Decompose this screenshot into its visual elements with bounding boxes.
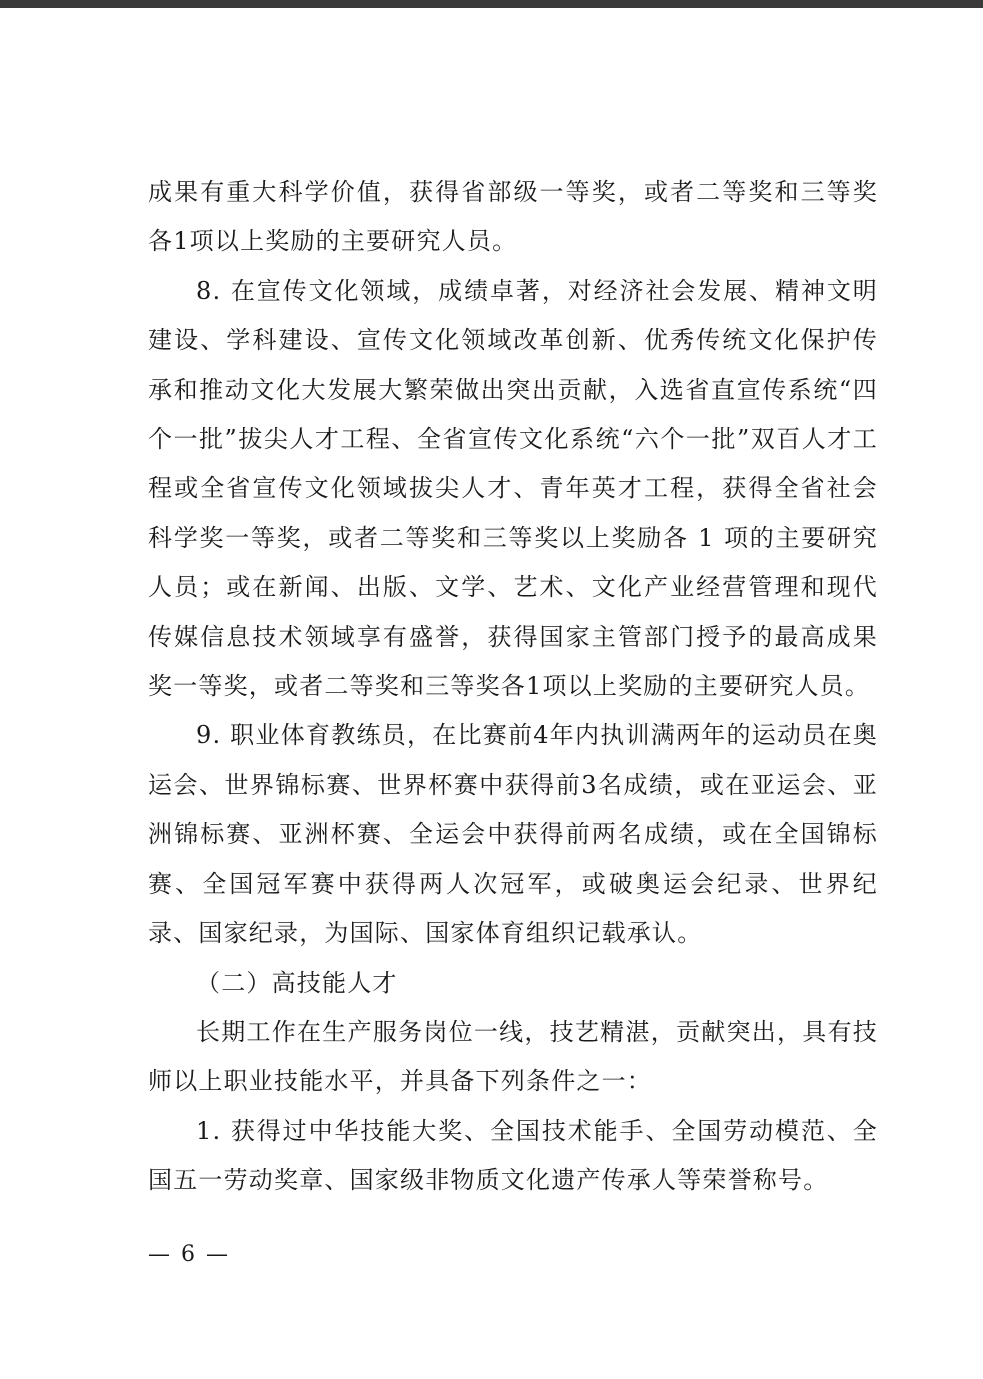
section-heading-high-skill-talent: （二）高技能人才 bbox=[196, 968, 398, 997]
scan-top-edge bbox=[0, 0, 983, 8]
paragraph-item-9: 9. 职业体育教练员，在比赛前4年内执训满两年的运动员在奥运会、世界锦标赛、世界杯赛中获得前3名成绩，或在亚运会、亚洲锦标赛、亚洲杯赛、全运会中获得前两名成绩，或在全国锦标赛、全国冠军赛中获得两人次冠军，或破奥运会纪录、世界纪录、国家纪录，为国际、国家体育组织记载承认。 bbox=[148, 721, 878, 948]
paragraph-continuation: 成果有重大科学价值，获得省部级一等奖，或者二等奖和三等奖各1项以上奖励的主要研究人员。 bbox=[148, 178, 878, 256]
document-body bbox=[148, 168, 878, 1206]
paragraph-item-8: 8. 在宣传文化领域，成绩卓著，对经济社会发展、精神文明建设、学科建设、宣传文化领域改革创新、优秀传统文化保护传承和推动文化大发展大繁荣做出突出贡献，入选省直宣传系统“四个一批”拔尖人才工程、全省宣传文化系统“六个一批”双百人才工程或全省宣传文化领域拔尖人才、青年英才工程，获得全省社会科学奖一等奖，或者二等奖和三等奖以上奖励各 1 项的主要研究人员；或在新闻、出版、文学、艺术、文化产业经营管理和现代传媒信息技术领域享有盛誉，获得国家主管部门授予的最高成果奖一等奖，或者二等奖和三等奖各1项以上奖励的主要研究人员。 bbox=[148, 276, 878, 701]
page-number: — 6 — bbox=[148, 1242, 230, 1267]
paragraph-high-skill-item-1: 1. 获得过中华技能大奖、全国技术能手、全国劳动模范、全国五一劳动奖章、国家级非物质文化遗产传承人等荣誉称号。 bbox=[148, 1116, 878, 1195]
paragraph-high-skill-intro: 长期工作在生产服务岗位一线，技艺精湛，贡献突出，具有技师以上职业技能水平，并具备下列条件之一： bbox=[148, 1017, 878, 1096]
